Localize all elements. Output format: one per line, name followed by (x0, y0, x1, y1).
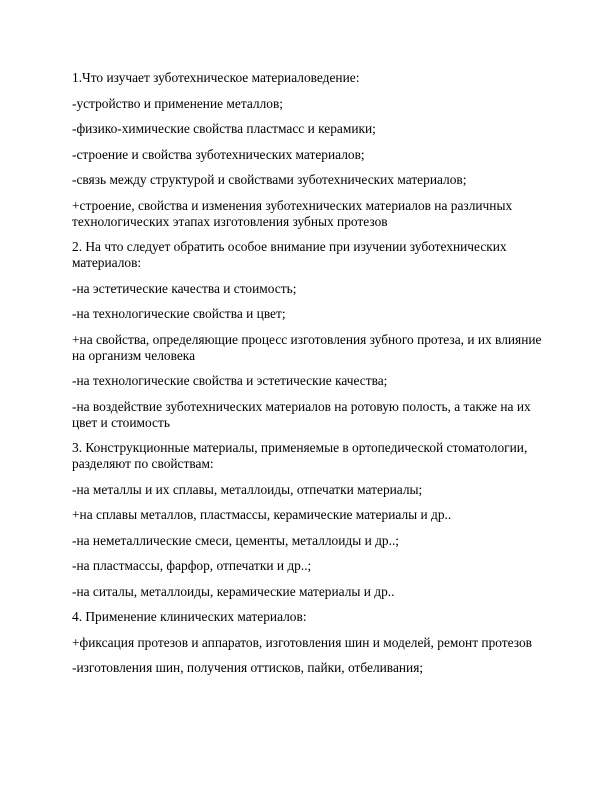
answer-option: -на эстетические качества и стоимость; (72, 280, 297, 296)
answer-option-correct: +фиксация протезов и аппаратов, изготовления шин и моделей, ремонт протезов (72, 634, 532, 650)
question-4-title: 4. Применение клинических материалов: (72, 609, 307, 624)
answer-option-correct: +строение, свойства и изменения зуботехнических материалов на различных технологических этапах изготовления зубных протезов (72, 197, 513, 229)
answer-option: -изготовления шин, получения оттисков, пайки, отбеливания; (72, 660, 424, 675)
answer-option: -физико-химические свойства пластмасс и керамики; (72, 121, 376, 136)
answer-option: -строение и свойства зуботехнических материалов; (72, 146, 365, 162)
document-body (72, 70, 542, 686)
answer-option: -на пластмассы, фарфор, отпечатки и др..; (72, 558, 312, 573)
answer-option-correct: +на сплавы металлов, пластмассы, керамические материалы и др.. (72, 507, 452, 522)
question-1-title: 1.Что изучает зуботехническое материаловедение: (72, 70, 360, 85)
answer-option: -устройство и применение металлов; (72, 95, 284, 111)
answer-option: -на металлы и их сплавы, металлоиды, отпечатки материалы; (72, 481, 423, 497)
answer-option: -на технологические свойства и цвет; (72, 306, 286, 321)
question-3-title: 3. Конструкционные материалы, применяемые в ортопедической стоматологии, разделяют по свойствам: (72, 440, 528, 471)
answer-option: -на технологические свойства и эстетические качества; (72, 373, 388, 388)
answer-option-correct: +на свойства, определяющие процесс изготовления зубного протеза, и их влияние на организм человека (72, 331, 542, 363)
answer-option: -на ситалы, металлоиды, керамические материалы и др.. (72, 583, 395, 599)
answer-option: -на воздействие зуботехнических материалов на ротовую полость, а также на их цвет и стоимость (72, 398, 531, 430)
answer-option: -на неметаллические смеси, цементы, металлоиды и др..; (72, 532, 400, 548)
question-2-title: 2. На что следует обратить особое внимание при изучении зуботехнических материалов: (72, 239, 507, 270)
answer-option: -связь между структурой и свойствами зуботехнических материалов; (72, 172, 467, 187)
